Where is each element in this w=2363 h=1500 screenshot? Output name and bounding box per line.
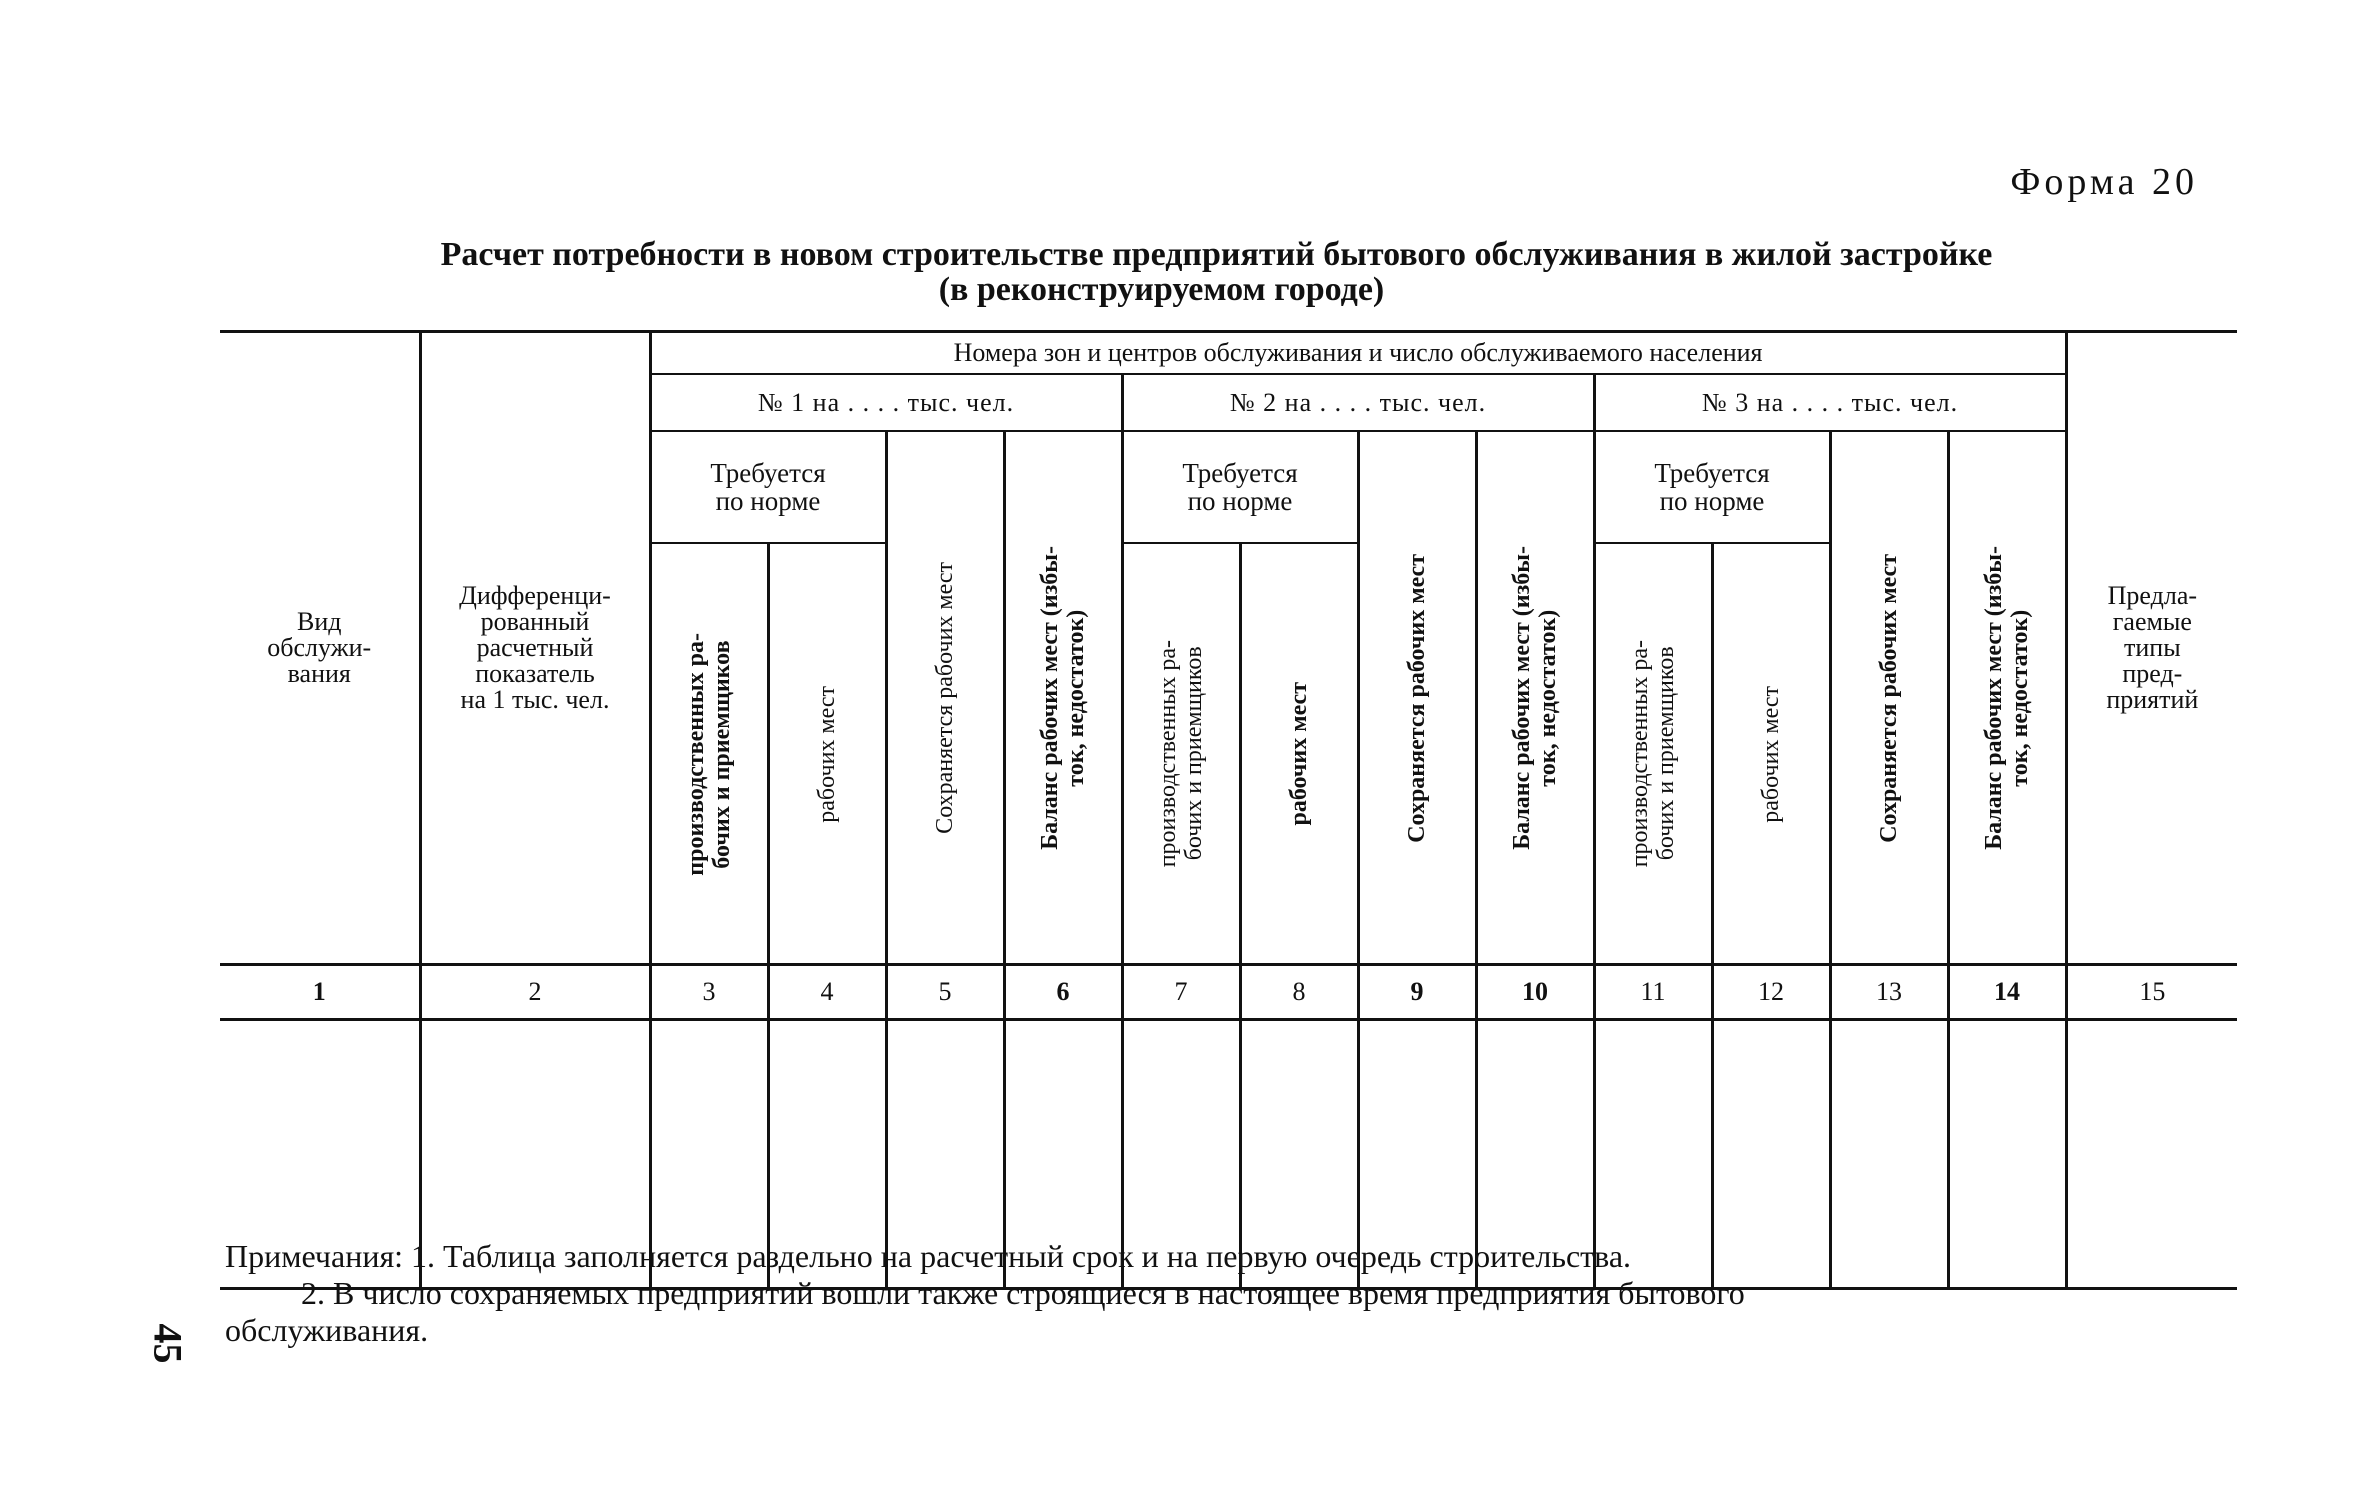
col-number: 12 — [1712, 964, 1830, 1019]
header-work-3: рабочих мест — [1712, 543, 1830, 964]
header-work-1: рабочих мест — [768, 543, 886, 964]
header-saved-2: Сохраняется рабочих мест — [1358, 431, 1476, 964]
col-number: 9 — [1358, 964, 1476, 1019]
header-balance-3: Баланс рабочих мест (избы- ток, недостаток) — [1948, 431, 2066, 964]
col-number: 14 — [1948, 964, 2066, 1019]
column-numbers-row — [220, 964, 2237, 1019]
col-number: 11 — [1594, 964, 1712, 1019]
header-saved-3: Сохраняется рабочих мест — [1830, 431, 1948, 964]
header-prod-1: производственных ра- бочих и приемщиков — [650, 543, 768, 964]
note-line-3: обслуживания. — [225, 1312, 429, 1348]
col-number: 13 — [1830, 964, 1948, 1019]
note-line-1: Примечания: 1. Таблица заполняется раздельно на расчетный срок и на первую очередь строительства. — [225, 1238, 1632, 1274]
col-number: 8 — [1240, 964, 1358, 1019]
header-zone-1: № 1 на . . . . тыс. чел. — [650, 374, 1122, 431]
col-number: 1 — [220, 964, 420, 1019]
header-indicator: Дифференци- рованный расчетный показатель на 1 тыс. чел. — [420, 332, 650, 965]
col-number: 3 — [650, 964, 768, 1019]
document-title: Расчет потребности в новом строительстве предприятий бытового обслуживания в жилой застройке — [440, 236, 1993, 273]
document-subtitle: (в реконструируемом городе) — [938, 271, 1385, 308]
header-prod-3: производственных ра- бочих и приемщиков — [1594, 543, 1712, 964]
header-saved-1: Сохраняется рабочих мест — [886, 431, 1004, 964]
header-prod-2: производственных ра- бочих и приемщиков — [1122, 543, 1240, 964]
header-service-type: Вид обслужи- вания — [220, 332, 420, 965]
form-table — [220, 330, 2237, 1290]
col-number: 10 — [1476, 964, 1594, 1019]
col-number: 4 — [768, 964, 886, 1019]
header-required-2: Требуется по норме — [1122, 431, 1358, 543]
header-required-3: Требуется по норме — [1594, 431, 1830, 543]
header-work-2: рабочих мест — [1240, 543, 1358, 964]
header-zones-group: Номера зон и центров обслуживания и число обслуживаемого населения — [650, 332, 2066, 375]
header-balance-2: Баланс рабочих мест (избы- ток, недостаток) — [1476, 431, 1594, 964]
header-required-1: Требуется по норме — [650, 431, 886, 543]
col-number: 6 — [1004, 964, 1122, 1019]
form-label: Форма 20 — [2010, 161, 2198, 203]
col-number: 2 — [420, 964, 650, 1019]
notes-block — [225, 1238, 2210, 1349]
header-proposed-types: Предла- гаемые типы пред- приятий — [2066, 332, 2237, 965]
col-number: 5 — [886, 964, 1004, 1019]
header-balance-1: Баланс рабочих мест (избы- ток, недостаток) — [1004, 431, 1122, 964]
header-zone-3: № 3 на . . . . тыс. чел. — [1594, 374, 2066, 431]
header-zone-2: № 2 на . . . . тыс. чел. — [1122, 374, 1594, 431]
page-number: 45 — [145, 1323, 191, 1364]
note-line-2: 2. В число сохраняемых предприятий вошли также строящиеся в настоящее время предприятия бытового — [301, 1275, 1745, 1311]
col-number: 15 — [2066, 964, 2237, 1019]
col-number: 7 — [1122, 964, 1240, 1019]
